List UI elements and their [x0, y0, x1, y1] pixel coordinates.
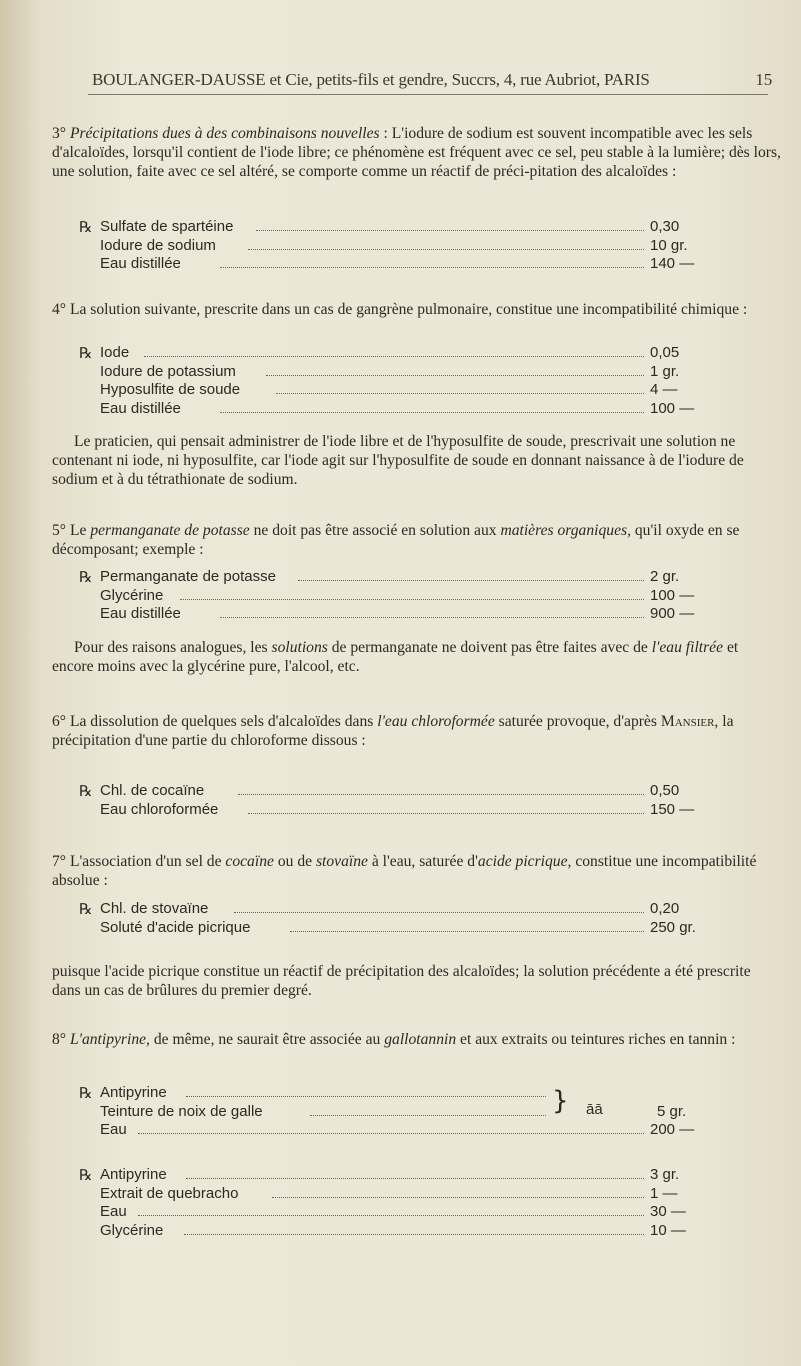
document-page: BOULANGER-DAUSSE et Cie, petits-fils et gendre, Succrs, 4, rue Aubriot, PARIS 15 3° Précipitations dues à des combinaisons nouvelles : L'iodure de sodium est souvent incompatible avec les sels d'alcaloïdes, lorsqu'il contient de l'iode libre; ce phénomène est fréquent avec ce sel, peu stable à la lumière; dès lors, une solution, faite avec ce sel altéré, se comporte comme un réactif de préci-pitation des alcaloïdes : ℞ Sulfate de spartéine 0,30 Iodure de sodium 10 gr. Eau distillée 140 — 4° La solution suivante, prescrite dans un cas de gangrène pulmonaire, constitue une incompatibilité chimique : ℞ Iode 0,05 Iodure de potassium 1 gr. Hyposulfite de soude 4 — Eau distillée 100 — Le praticien, qui pensait administrer de l'iode libre et de l'hyposulfite de soude, prescrivait une solution ne contenant ni iode, ni hyposulfite, car l'iode agit sur l'hyposulfite de soude en donnant naissance à de l'iodure de sodium et à du tétrathionate de sodium. 5° Le permanganate de potasse ne doit pas être associé en solution aux matières organiques, qu'il oxyde en se décomposant; exemple : ℞ Permanganate de potasse 2 gr. Glycérine 100 — Eau distillée 900 — Pour des raisons analogues, les solutions de permanganate ne doivent pas être faites avec de l'eau filtrée et encore moins avec la glycérine pure, l'alcool, etc. 6° La dissolution de quelques sels d'alcaloïdes dans l'eau chloroformée saturée provoque, d'après Mansier, la précipitation d'une partie du chloroforme dissous : ℞ Chl. de cocaïne 0,50 Eau chloroformée 150 — 7° L'association d'un sel de cocaïne ou de stovaïne à l'eau, saturée d'acide picrique, constitue une incompatibilité absolue : ℞ Chl. de stovaïne 0,20 Soluté d'acide picrique 250 gr. puisque l'acide picrique constitue un réactif de précipitation des alcaloïdes; la solution précédente a été prescrite dans un cas de brûlures du premier degré. 8° L'antipyrine, de même, ne saurait être associée au gallotannin et aux extraits ou teintures riches en tannin : ℞ Antipyrine Teinture de noix de galle 5 gr. Eau 200 — } āā ℞ Antipyrine 3 gr. Extrait de quebracho 1 — Eau 30 — Glycérine 10 — — [0, 0, 801, 1366]
section-title: L'antipyrine, — [69, 1031, 150, 1048]
section-4 — [52, 300, 782, 319]
section-number: 4° — [52, 301, 67, 318]
section-3-paragraph — [52, 124, 782, 181]
section-6: 6° La dissolution de quelques sels d'alcaloïdes dans l'eau chloroformée saturée provoque, d'après Mansier, la précipitation d'une partie du chloroforme dissous : — [52, 713, 734, 749]
section-8: 8° L'antipyrine, de même, ne saurait être associée au gallotannin et aux extraits ou teintures riches en tannin : — [52, 1031, 736, 1048]
section-title: Précipitations dues à des combinaisons nouvelles — [69, 125, 380, 142]
section-number: 7° — [52, 853, 67, 870]
header-rule — [88, 94, 768, 95]
rx-symbol: ℞ — [79, 218, 93, 236]
section-text: : L'iodure de sodium est souvent incompatible avec les sels d'alcaloïdes, lorsqu'il contient de l'iode libre; ce phénomène est fréquent avec ce sel, peu stable à la lumière; dès lors, une solution, faite avec ce sel altéré, se comporte comme un réactif de préci-pitation des alcaloïdes : — [52, 125, 781, 180]
section-text: Le praticien, qui pensait administrer de l'iode libre et de l'hyposulfite de soude, prescrivait une solution ne contenant ni iode, ni hyposulfite, car l'iode agit sur l'hyposulfite de soude en donnant naissance à de l'iodure de sodium et à du tétrathionate de sodium. — [52, 433, 744, 488]
section-5: 5° Le permanganate de potasse ne doit pas être associé en solution aux matières organiques, qu'il oxyde en se décomposant; exemple : — [52, 522, 740, 558]
section-number: 8° — [52, 1031, 67, 1048]
ana-abbreviation: āā — [586, 1101, 603, 1118]
rx-symbol: ℞ — [79, 1084, 93, 1102]
section-text: puisque l'acide picrique constitue un réactif de précipitation des alcaloïdes; la solution précédente a été prescrite dans un cas de brûlures du premier degré. — [52, 963, 751, 999]
header-text: BOULANGER-DAUSSE et Cie, petits-fils et gendre, Succrs, 4, rue Aubriot, PARIS — [92, 70, 650, 89]
section-5-after: Pour des raisons analogues, les solutions de permanganate ne doivent pas être faites avec de l'eau filtrée et encore moins avec la glycérine pure, l'alcool, etc. — [52, 639, 739, 675]
section-3 — [52, 124, 782, 181]
section-title: l'eau chloroformée — [377, 713, 495, 730]
section-title: permanganate de potasse — [90, 522, 250, 539]
section-4-after — [52, 432, 782, 489]
rx-symbol: ℞ — [79, 568, 93, 586]
section-7: 7° L'association d'un sel de cocaïne ou de stovaïne à l'eau, saturée d'acide picrique, constitue une incompatibilité absolue : — [52, 853, 757, 889]
section-number: 3° — [52, 125, 67, 142]
rx-symbol: ℞ — [79, 782, 93, 800]
rx-symbol: ℞ — [79, 1166, 93, 1184]
section-7-after — [52, 962, 782, 1000]
running-header — [92, 70, 772, 90]
section-text: La solution suivante, prescrite dans un cas de gangrène pulmonaire, constitue une incompatibilité chimique : — [69, 301, 748, 318]
page-number: 15 — [755, 70, 772, 89]
rx-symbol: ℞ — [79, 344, 93, 362]
section-number: 5° — [52, 522, 67, 539]
section-number: 6° — [52, 713, 67, 730]
brace: } — [552, 1086, 569, 1116]
rx-symbol: ℞ — [79, 900, 93, 918]
